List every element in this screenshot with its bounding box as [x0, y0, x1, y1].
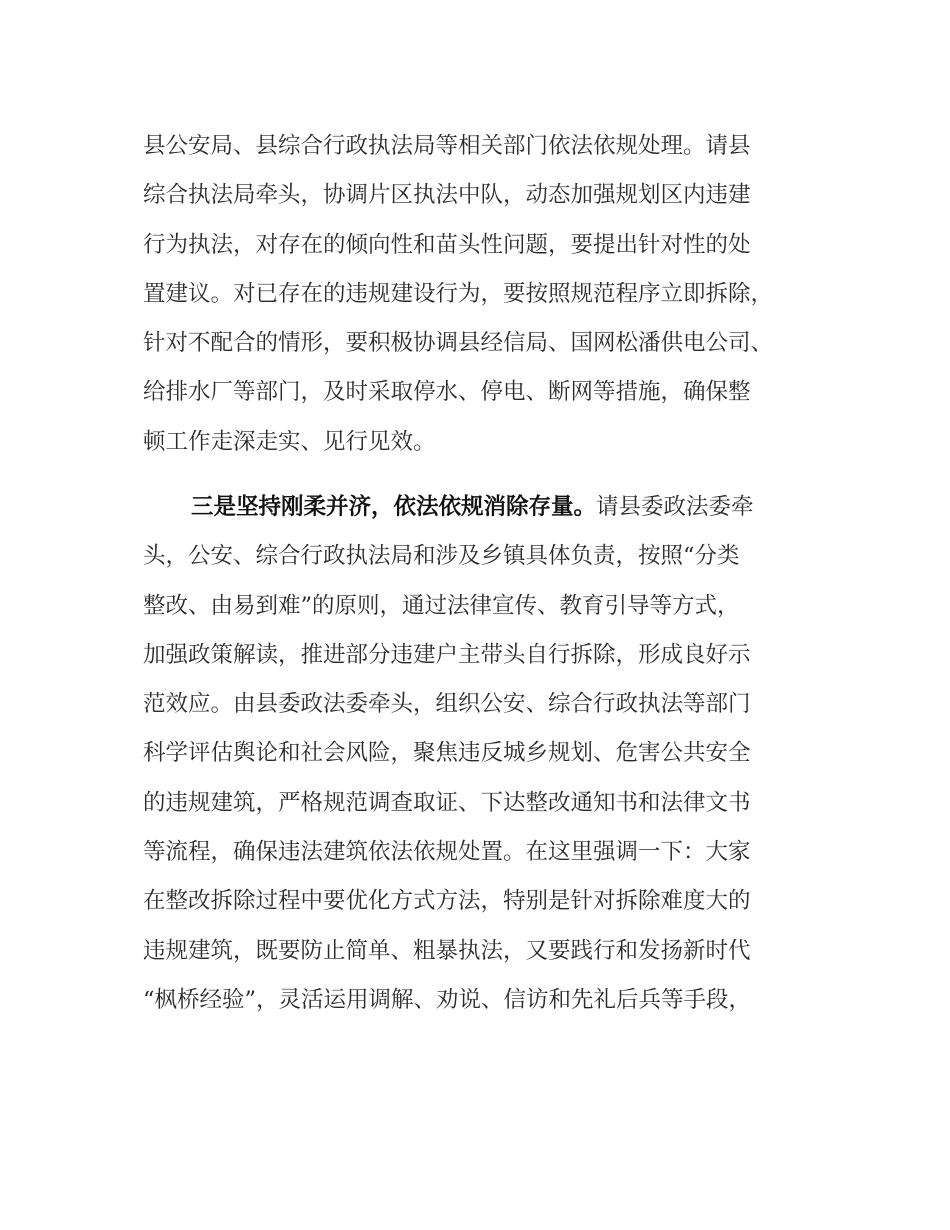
paragraph-enforcement	[143, 122, 823, 467]
section-heading-bold: 三是坚持刚柔并济，依法依规消除存量。	[191, 494, 597, 520]
text-line: “枫桥经验”，灵活运用调解、劝说、信访和先礼后兵等手段，	[143, 986, 752, 1013]
text-line: 头，公安、综合行政执法局和涉及乡镇具体负责，按照“分类	[143, 543, 740, 570]
text-line: 置建议。对已存在的违规建设行为，要按照规范程序立即拆除，	[143, 280, 774, 307]
text-line: 针对不配合的情形，要积极协调县经信局、国网松潘供电公司、	[143, 330, 774, 357]
text-line: 违规建筑，既要防止简单、粗暴执法，又要践行和发扬新时代	[143, 937, 751, 964]
text-line: 的违规建筑，严格规范调查取证、下达整改通知书和法律文书	[143, 789, 751, 816]
text-line: 范效应。由县委政法委牵头，组织公安、综合行政执法等部门	[143, 691, 751, 718]
text-line-first	[143, 483, 823, 532]
text-line: 顿工作走深走实、见行见效。	[143, 428, 436, 455]
text-line: 整改、由易到难”的原则，通过法律宣传、教育引导等方式，	[143, 592, 740, 619]
paragraph-eliminate-stock	[143, 483, 823, 1025]
text-line: 行为执法，对存在的倾向性和苗头性问题，要提出针对性的处	[143, 231, 751, 258]
text-line: 在整改拆除过程中要优化方式方法，特别是针对拆除难度大的	[143, 888, 751, 915]
text-line: 县公安局、县综合行政执法局等相关部门依法依规处理。请县	[143, 133, 751, 159]
text-line-rest: 请县委政法委牵	[596, 494, 754, 520]
text-line: 等流程，确保违法建筑依法依规处置。在这里强调一下：大家	[143, 839, 751, 866]
text-line: 加强政策解读，推进部分违建户主带头自行拆除，形成良好示	[143, 641, 751, 668]
text-line: 综合执法局牵头，协调片区执法中队，动态加强规划区内违建	[143, 182, 751, 209]
text-line: 科学评估舆论和社会风险，聚焦违反城乡规划、危害公共安全	[143, 740, 751, 767]
text-line: 给排水厂等部门，及时采取停水、停电、断网等措施，确保整	[143, 379, 751, 406]
